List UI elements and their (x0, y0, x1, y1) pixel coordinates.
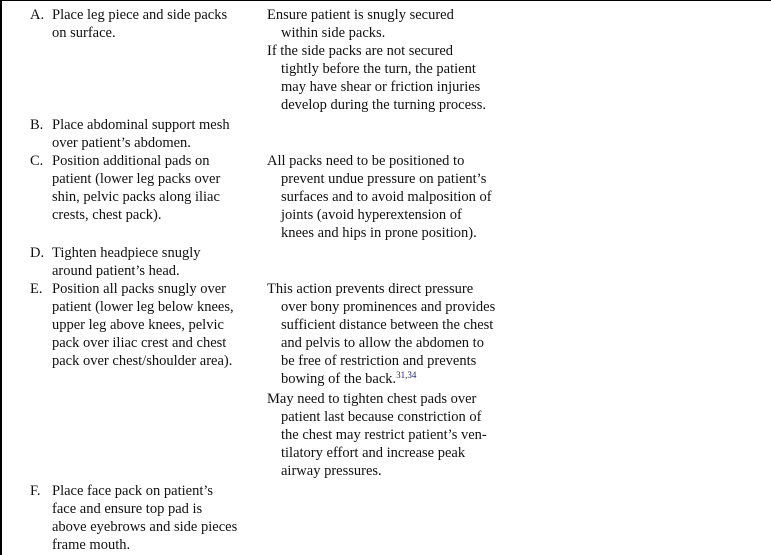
step-letter: C. (30, 153, 44, 169)
step-line: Position additional pads on (52, 153, 210, 169)
step-line: Place face pack on patient’s (52, 483, 214, 499)
note-line (267, 60, 486, 78)
step-text (52, 244, 200, 280)
step-letter: F. (30, 483, 41, 499)
note-line-text: May need to tighten chest pads over (267, 391, 477, 407)
step-line: upper leg above knees, pelvic (52, 317, 224, 333)
step-letter: E. (30, 281, 43, 297)
note-line-text: develop during the turning process. (281, 97, 486, 113)
rationale-note (267, 280, 495, 388)
note-line (267, 152, 492, 170)
step-letter: D. (30, 245, 45, 261)
note-line (267, 206, 492, 224)
note-line-text: tilatory effort and increase peak (281, 445, 466, 461)
note-line-text: All packs need to be positioned to (267, 153, 465, 169)
note-line (267, 298, 495, 316)
step-line: patient (lower leg below knees, (52, 299, 234, 315)
note-line (267, 280, 495, 298)
note-line-text: sufficient distance between the chest (281, 317, 494, 333)
note-line (267, 334, 495, 352)
note-line (267, 462, 487, 480)
note-line-text: tightly before the turn, the patient (281, 61, 476, 77)
note-line (267, 426, 487, 444)
note-line (267, 6, 454, 24)
note-line (267, 78, 486, 96)
step-line: shin, pelvic packs along iliac (52, 189, 220, 205)
note-line (267, 24, 454, 42)
note-line-text: bowing of the back. (281, 371, 397, 387)
note-line (267, 96, 486, 114)
note-line-text: If the side packs are not secured (267, 43, 454, 59)
table-left-border (0, 0, 2, 555)
note-line-text: within side packs. (281, 25, 386, 41)
step-line: on surface. (52, 25, 116, 41)
step-line: face and ensure top pad is (52, 501, 203, 517)
note-line-text: over bony prominences and provides (281, 299, 496, 315)
rationale-note (267, 42, 486, 114)
step-line: over patient’s abdomen. (52, 135, 191, 151)
step-line: around patient’s head. (52, 263, 180, 279)
step-line: patient (lower leg packs over (52, 171, 221, 187)
step-line: Place leg piece and side packs (52, 7, 228, 23)
note-line-text: and pelvis to allow the abdomen to (281, 335, 484, 351)
note-line (267, 188, 492, 206)
step-text (52, 482, 237, 554)
note-line (267, 42, 486, 60)
note-line (267, 170, 492, 188)
note-line-text: be free of restriction and prevents (281, 353, 477, 369)
note-line (267, 316, 495, 334)
step-line: above eyebrows and side pieces (52, 519, 238, 535)
note-line (267, 370, 495, 388)
note-line-text: knees and hips in prone position). (281, 225, 477, 241)
table-top-border (0, 0, 771, 1)
step-line: Tighten headpiece snugly (52, 245, 201, 261)
step-line: Place abdominal support mesh (52, 117, 230, 133)
note-line (267, 444, 487, 462)
note-line-text: the chest may restrict patient’s ven- (281, 427, 487, 443)
note-line-text: Ensure patient is snugly secured (267, 7, 454, 23)
step-line: pack over iliac crest and chest (52, 335, 227, 351)
note-line-text: This action prevents direct pressure (267, 281, 474, 297)
step-text (52, 6, 227, 42)
rationale-note (267, 390, 487, 480)
step-letter: B. (30, 117, 44, 133)
note-line (267, 408, 487, 426)
rationale-note (267, 6, 454, 42)
step-letter: A. (30, 7, 45, 23)
note-line (267, 352, 495, 370)
note-line-text: may have shear or friction injuries (281, 79, 481, 95)
note-line (267, 390, 487, 408)
step-text (52, 116, 230, 152)
note-line-text: joints (avoid hyperextension of (281, 207, 462, 223)
note-line-text: surfaces and to avoid malposition of (281, 189, 492, 205)
step-line: crests, chest pack). (52, 207, 162, 223)
step-line: Position all packs snugly over (52, 281, 226, 297)
step-text (52, 280, 234, 370)
note-line-text: airway pressures. (281, 463, 382, 479)
note-line-text: patient last because constriction of (281, 409, 482, 425)
step-text (52, 152, 220, 224)
citation-reference[interactable]: 31,34 (396, 370, 417, 380)
rationale-note (267, 152, 492, 242)
note-line-text: prevent undue pressure on patient’s (281, 171, 487, 187)
note-line (267, 224, 492, 242)
step-line: frame mouth. (52, 537, 131, 553)
step-line: pack over chest/shoulder area). (52, 353, 233, 369)
